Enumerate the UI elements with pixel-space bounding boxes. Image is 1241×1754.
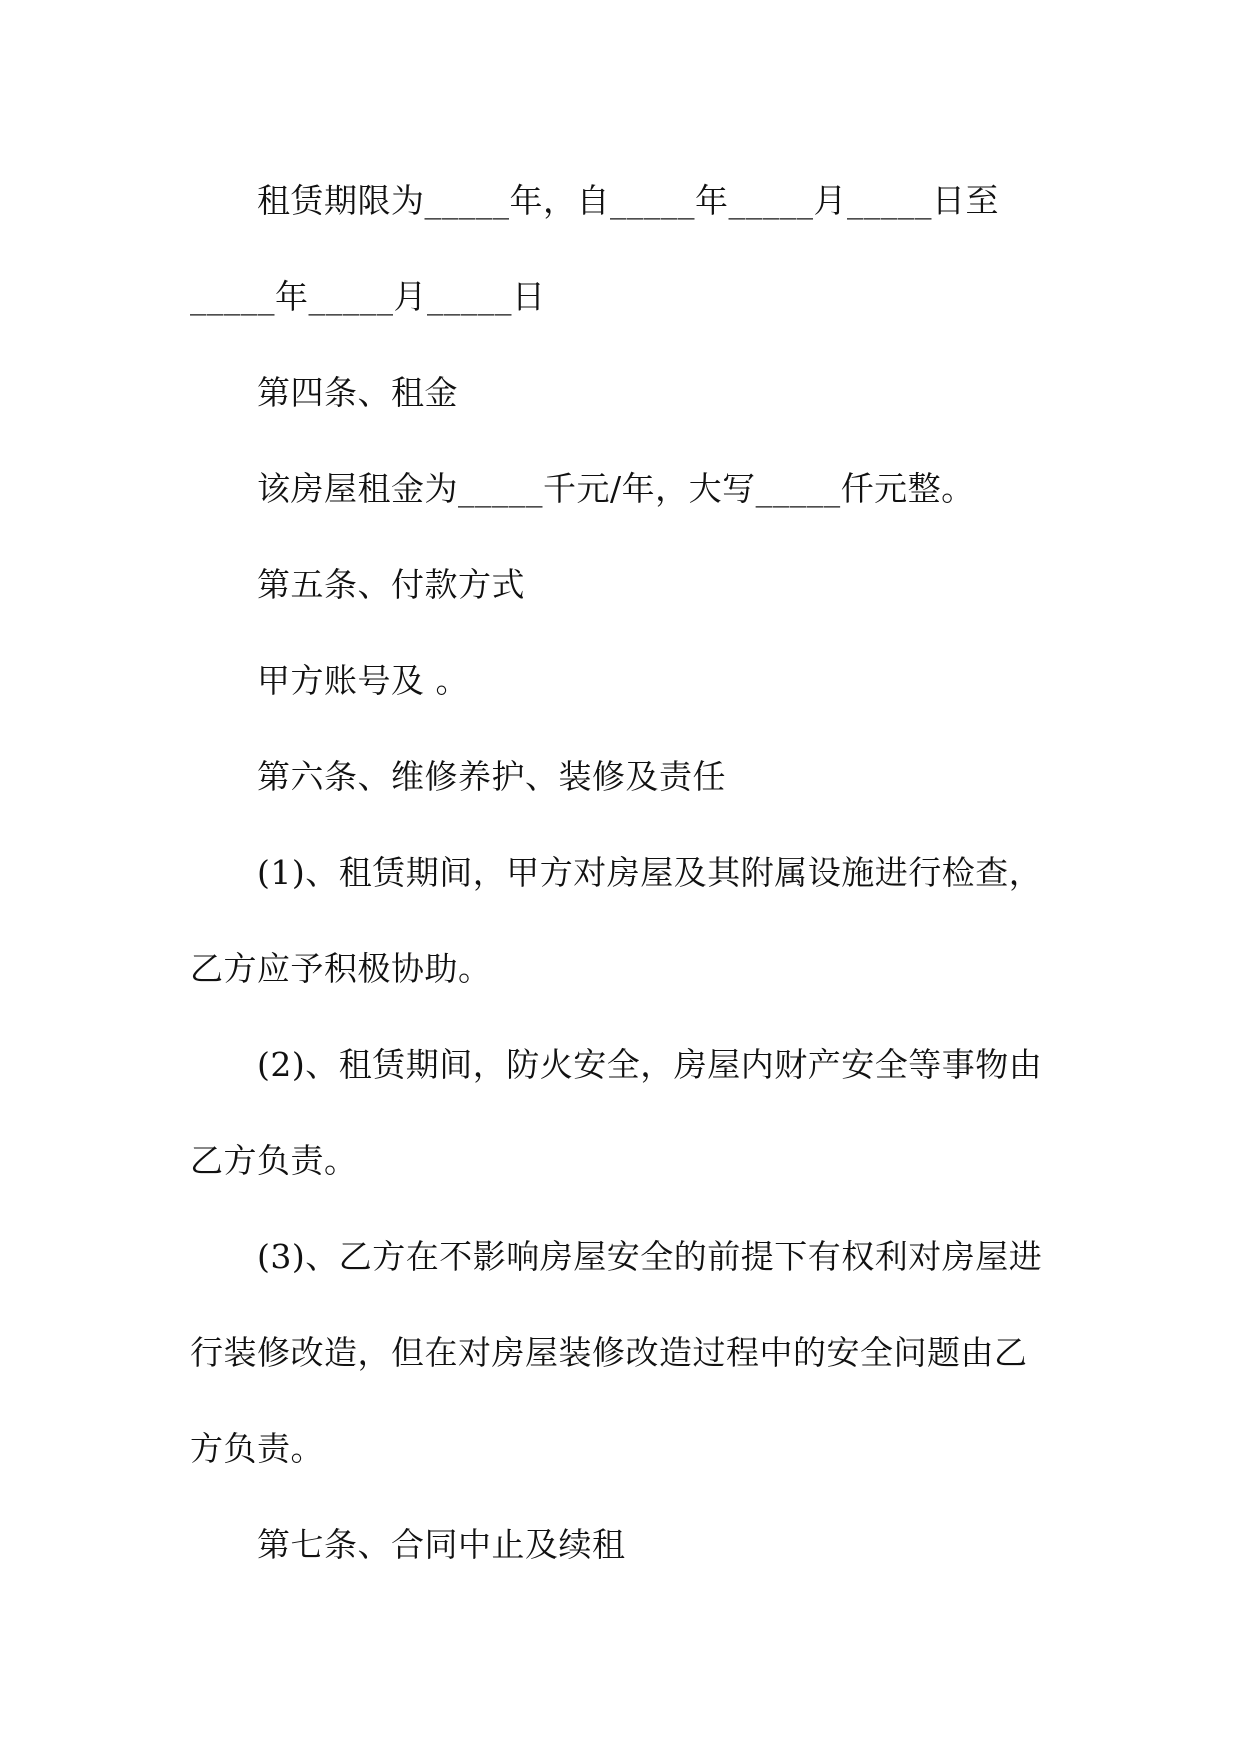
article-4-heading: 第四条、租金 — [257, 373, 458, 412]
article-5-heading: 第五条、付款方式 — [257, 565, 525, 604]
term-line-2: _____年_____月_____日 — [190, 277, 546, 316]
payment-line: 甲方账号及 。 — [257, 661, 469, 700]
clause-2-line-2: 乙方负责。 — [190, 1141, 358, 1180]
clause-3-line-2: 行装修改造，但在对房屋装修改造过程中的安全问题由乙 — [190, 1333, 1028, 1372]
clause-3-line-3: 方负责。 — [190, 1429, 324, 1468]
rent-line: 该房屋租金为_____千元/年，大写_____仟元整。 — [257, 469, 975, 508]
clause-2-line-1: (2)、租赁期间，防火安全，房屋内财产安全等事物由 — [257, 1045, 1043, 1084]
term-line-1: 租赁期限为_____年，自_____年_____月_____日至 — [257, 181, 999, 220]
clause-1-line-2: 乙方应予积极协助。 — [190, 949, 492, 988]
article-6-heading: 第六条、维修养护、装修及责任 — [257, 757, 726, 796]
clause-1-line-1: (1)、租赁期间，甲方对房屋及其附属设施进行检查， — [257, 853, 1043, 892]
clause-3-line-1: (3)、乙方在不影响房屋安全的前提下有权利对房屋进 — [257, 1237, 1043, 1276]
article-7-heading: 第七条、合同中止及续租 — [257, 1525, 626, 1564]
